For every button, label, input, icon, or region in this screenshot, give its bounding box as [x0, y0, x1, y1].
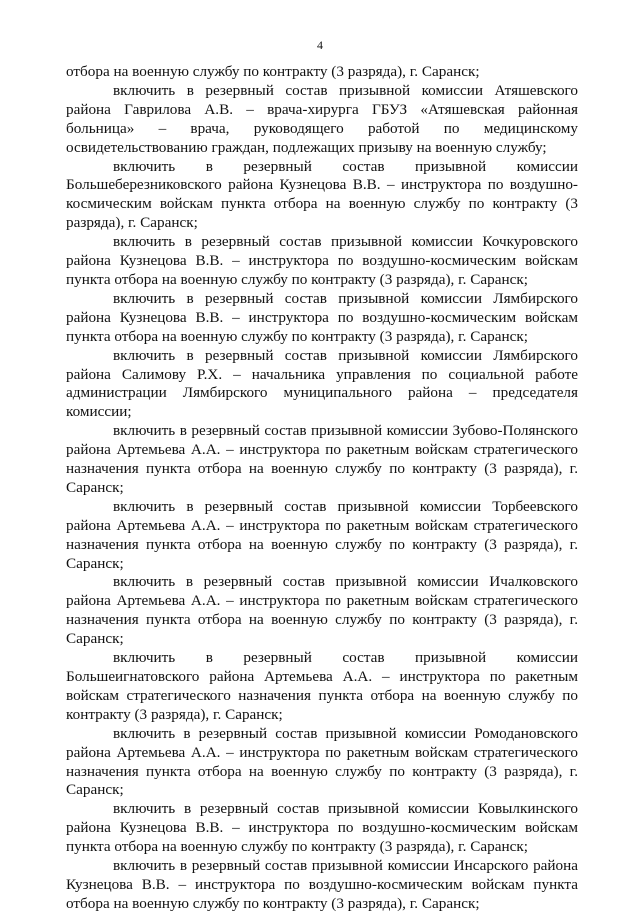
page-number: 4	[317, 38, 323, 52]
paragraph-continuation: отбора на военную службу по контракту (3 разряда), г. Саранск;	[66, 63, 480, 80]
paragraph-bolsheignatovsky: включить в резервный состав призывной комиссии Большеигнатовского района Артемьева А.А. – инструктора по ракетным войскам стратегического назначения пункта отбора на военную службу по контракту (3 разряда), г. Саранск;	[66, 649, 578, 723]
paragraph-bolshebereznikovsky: включить в резервный состав призывной комиссии Большеберезниковского района Кузнецова В.В. – инструктора по воздушно-космическим войскам пункта отбора на военную службу по контракту (3 разряда), г. Саранск;	[66, 157, 578, 232]
paragraph-insarsky: включить в резервный состав призывной комиссии Инсарского района Кузнецова В.В. – инструктора по воздушно-космическим войскам пункта отбора на военную службу по контракту (3 разряда), г. Саранск;	[66, 857, 578, 912]
paragraph-romodanovsky: включить в резервный состав призывной комиссии Ромодановского района Артемьева А.А. – инструктора по ракетным войскам стратегического назначения пункта отбора на военную службу по контракту (3 разряда), г. Саранск;	[66, 724, 578, 799]
paragraph-lyambirsky-kuznetsov: включить в резервный состав призывной комиссии Лямбирского района Кузнецова В.В. – инструктора по воздушно-космическим войскам пункта отбора на военную службу по контракту (3 разряда), г. Саранск;	[66, 289, 578, 345]
paragraph-ichalkovsky: включить в резервный состав призывной комиссии Ичалковского района Артемьева А.А. – инструктора по ракетным войскам стратегического назначения пункта отбора на военную службу по контракту (3 разряда), г. Саранск;	[66, 573, 578, 648]
paragraph-atyashevsky: включить в резервный состав призывной комиссии Атяшевского района Гаврилова А.В. – врача-хирурга ГБУЗ «Атяшевская районная больница» – врача, руководящего работой по медицинскому освидетельствованию граждан, подлежащих призыву на военную службу;	[66, 81, 578, 156]
paragraph-kovylkinsky: включить в резервный состав призывной комиссии Ковылкинского района Кузнецова В.В. – инструктора по воздушно-космическим войскам пункта отбора на военную службу по контракту (3 разряда), г. Саранск;	[66, 800, 578, 856]
paragraph-torbeevsky: включить в резервный состав призывной комиссии Торбеевского района Артемьева А.А. – инструктора по ракетным войскам стратегического назначения пункта отбора на военную службу по контракту (3 разряда), г. Саранск;	[66, 497, 578, 572]
document-body	[66, 63, 578, 914]
paragraph-kochkurovsky: включить в резервный состав призывной комиссии Кочкуровского района Кузнецова В.В. – инструктора по воздушно-космическим войскам пункта отбора на военную службу по контракту (3 разряда), г. Саранск;	[66, 233, 578, 288]
paragraph-zubovo-polyansky: включить в резервный состав призывной комиссии Зубово-Полянского района Артемьева А.А. – инструктора по ракетным войскам стратегического назначения пункта отбора на военную службу по контракту (3 разряда), г. Саранск;	[66, 422, 578, 496]
paragraph-lyambirsky-salimova: включить в резервный состав призывной комиссии Лямбирского района Салимову Р.Х. – начальника управления по социальной работе администрации Лямбирского муниципального района – председателя комиссии;	[66, 346, 578, 421]
